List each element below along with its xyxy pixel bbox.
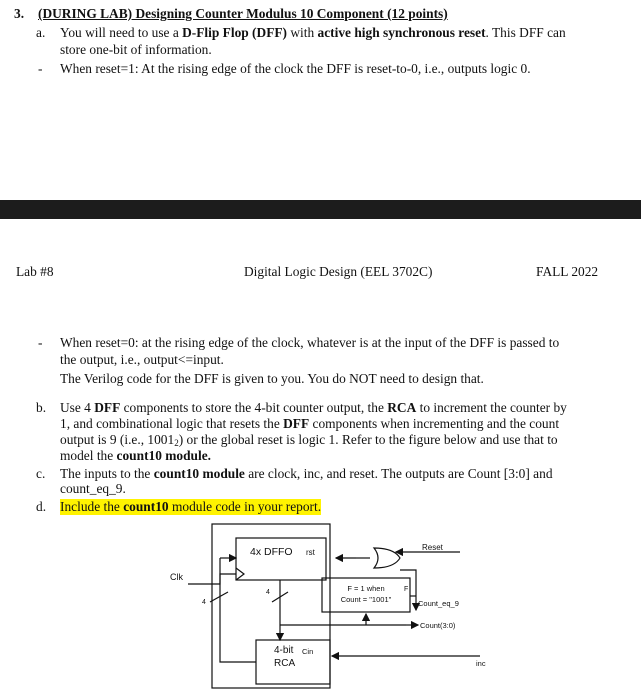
item-d-highlighted-text: Include the count10 module code in your report. — [60, 499, 322, 514]
header-term: FALL 2022 — [536, 264, 599, 279]
bullet-reset0-line2: the output, i.e., output<=input. — [60, 352, 224, 367]
counter-block-diagram — [160, 522, 490, 694]
bus-width-left: 4 — [202, 599, 206, 606]
question-number: 3. — [14, 6, 25, 21]
item-b-marker: b. — [36, 400, 47, 415]
clk-label: Clk — [170, 572, 183, 582]
header-course: Digital Logic Design (EEL 3702C) — [244, 264, 433, 279]
reset-label: Reset — [422, 543, 443, 552]
bullet-reset1-text: When reset=1: At the rising edge of the clock the DFF is reset-to-0, i.e., outputs logic 0. — [60, 61, 531, 76]
dff-label: 4x DFFO — [250, 546, 293, 558]
count-eq-label: Count_eq_9 — [418, 599, 459, 608]
item-d-marker: d. — [36, 499, 47, 514]
item-b-line2: 1, and combinational logic that resets the DFF components when incrementing and the count — [60, 416, 560, 431]
bullet-reset0-line1: When reset=0: at the rising edge of the clock, whatever is at the input of the DFF is passed to — [60, 335, 560, 350]
clock-edge-symbol — [236, 568, 244, 580]
inc-label: inc — [476, 659, 486, 668]
item-a-marker: a. — [36, 25, 46, 40]
bus-width-mid: 4 — [266, 589, 270, 596]
item-b-line1: Use 4 DFF components to store the 4-bit counter output, the RCA to increment the counter by — [60, 400, 567, 415]
item-b-line3: output is 9 (i.e., $1001_2$) or the global reset is logic 1. Refer to the figure below and use that to — [60, 432, 558, 448]
bullet-reset0-line3: The Verilog code for the DFF is given to you. You do NOT need to design that. — [60, 371, 484, 386]
logic-label-line1: F = 1 when — [347, 584, 385, 593]
bullet-marker: - — [38, 61, 43, 76]
page-break-band — [0, 200, 641, 219]
item-c-line1: The inputs to the count10 module are clock, inc, and reset. The outputs are Count [3:0] and — [60, 466, 553, 481]
f-label: F — [404, 586, 409, 593]
item-b-line4: model the count10 module. — [60, 448, 212, 463]
question-title: (DURING LAB) Designing Counter Modulus 10 Component (12 points) — [38, 6, 448, 21]
item-a-line2: store one-bit of information. — [60, 42, 212, 57]
dff-block — [236, 538, 326, 580]
cin-label: Cin — [302, 647, 314, 656]
or-gate — [374, 548, 400, 568]
item-a-line1: You will need to use a D-Flip Flop (DFF) with active high synchronous reset. This DFF can — [60, 25, 566, 40]
item-c-line2: count_eq_9. — [60, 481, 126, 496]
rca-label-line2: RCA — [274, 658, 296, 669]
rca-label-line1: 4-bit — [274, 645, 294, 656]
header-lab: Lab #8 — [16, 264, 54, 279]
logic-label-line2: Count = "1001" — [340, 595, 392, 604]
item-c-marker: c. — [36, 466, 46, 481]
count-label: Count(3:0) — [420, 621, 456, 630]
bullet-marker: - — [38, 335, 43, 350]
bus-slash-left — [210, 592, 228, 602]
rst-label: rst — [306, 548, 315, 557]
